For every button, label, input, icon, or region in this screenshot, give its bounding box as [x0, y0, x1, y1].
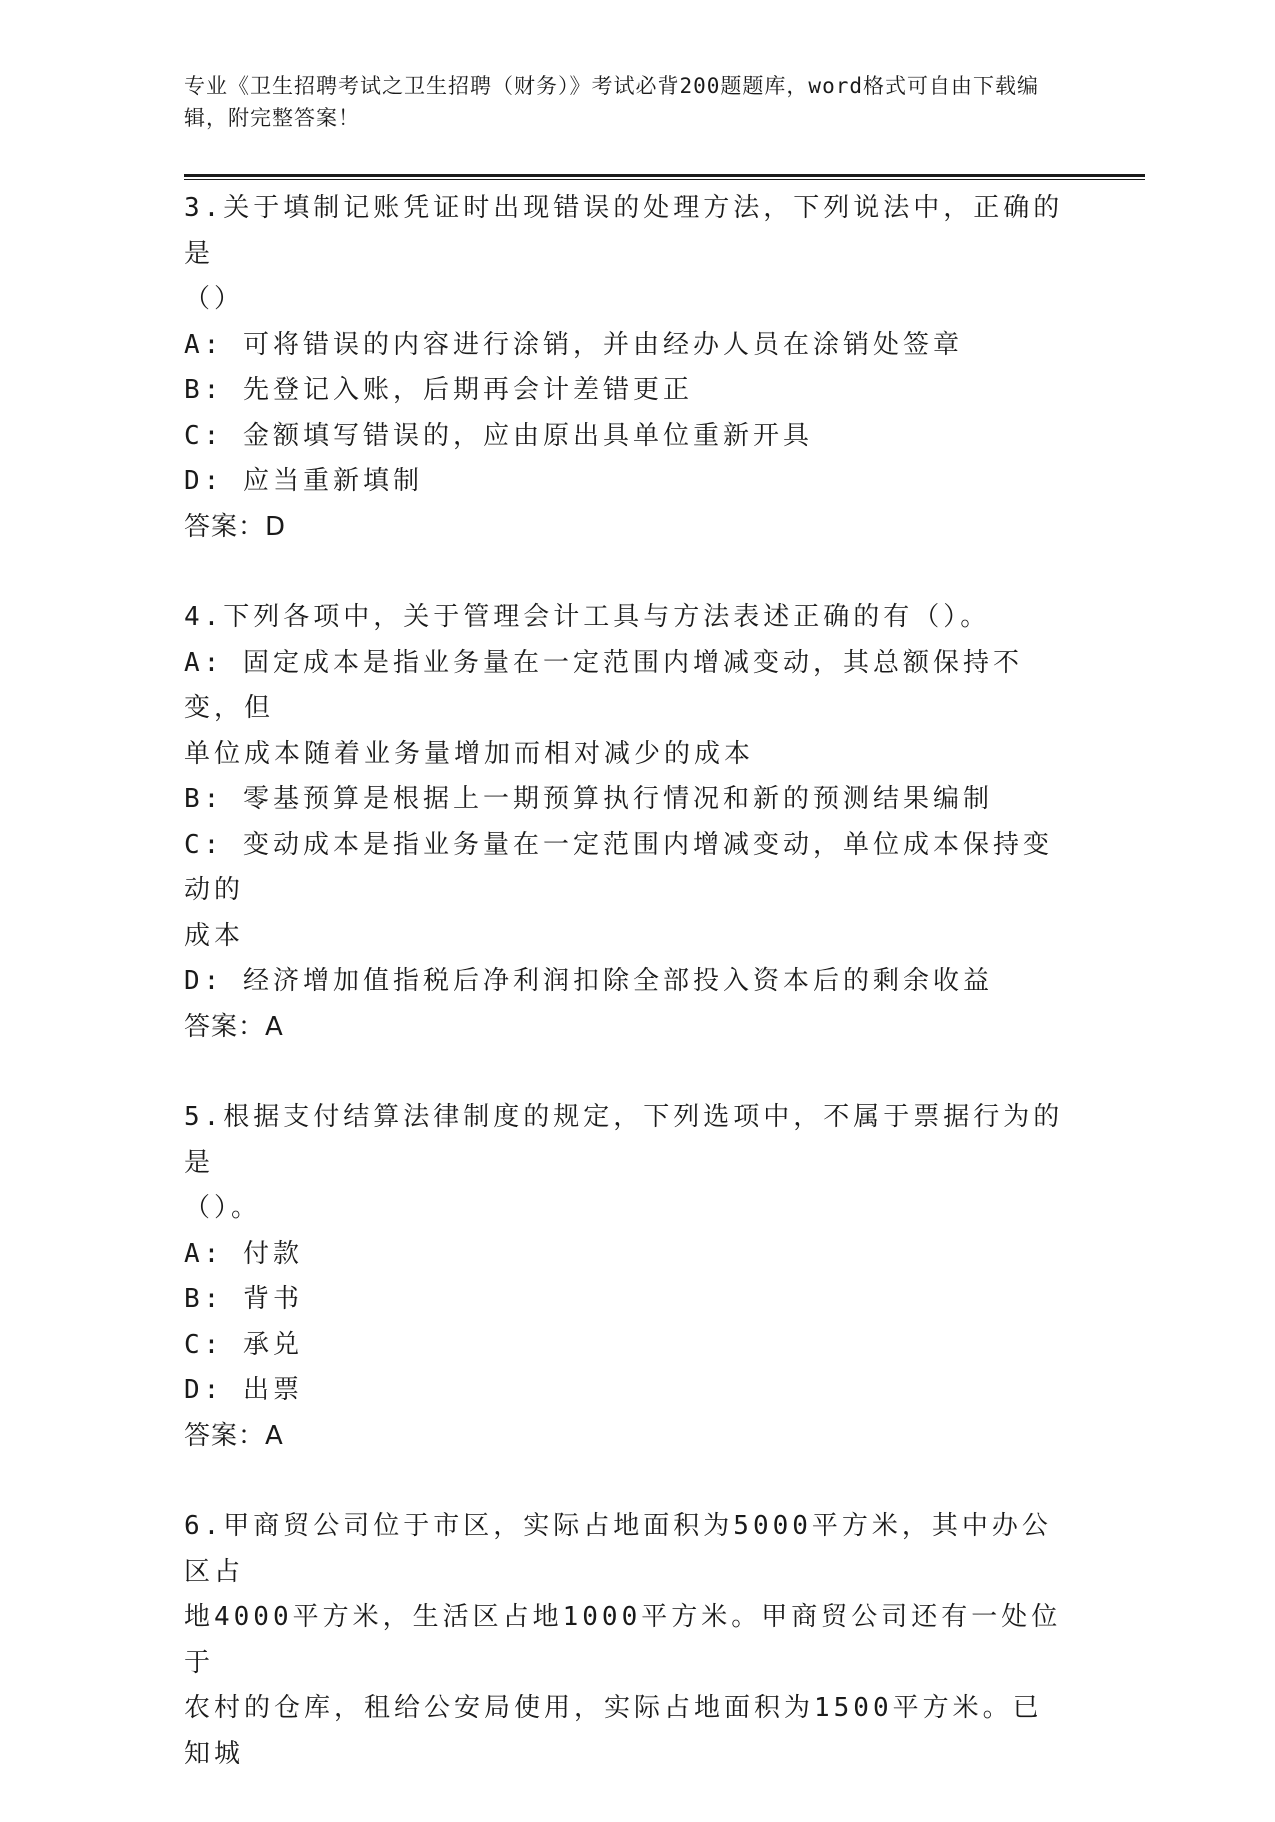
question-stem-cont: （） [184, 284, 245, 314]
answer-line: 答案：A [184, 1011, 284, 1042]
question-3 [184, 186, 1064, 550]
option-a: A: 可将错误的内容进行涂销，并由经办人员在涂销处签章 [184, 329, 963, 360]
header-divider-thin [184, 179, 1145, 180]
document-header: 专业《卫生招聘考试之卫生招聘（财务）》考试必背200题题库，word格式可自由下载编辑，附完整答案！ [184, 74, 1039, 130]
question-stem-cont: （）。 [184, 1193, 262, 1223]
question-stem: 4.下列各项中，关于管理会计工具与方法表述正确的有（）。 [184, 602, 991, 632]
question-stem-cont: 地4000平方米，生活区占地1000平方米。甲商贸公司还有一处位于 [184, 1602, 1062, 1678]
option-a: A: 付款 [184, 1238, 303, 1269]
option-a-cont: 单位成本随着业务量增加而相对减少的成本 [184, 738, 755, 769]
option-d: D: 出票 [184, 1375, 303, 1405]
question-6 [184, 1504, 1064, 1777]
question-5 [184, 1095, 1064, 1459]
option-c: C: 承兑 [184, 1329, 303, 1360]
option-d: D: 应当重新填制 [184, 466, 423, 496]
question-4 [184, 595, 1064, 1050]
option-b: B: 背书 [184, 1284, 303, 1314]
header-divider-thick [184, 174, 1145, 177]
option-b: B: 零基预算是根据上一期预算执行情况和新的预测结果编制 [184, 784, 993, 814]
answer-line: 答案：A [184, 1420, 284, 1451]
question-stem-cont: 农村的仓库，租给公安局使用，实际占地面积为1500平方米。已知城 [184, 1693, 1043, 1769]
option-c-cont: 成本 [184, 920, 245, 951]
option-a: A: 固定成本是指业务量在一定范围内增减变动，其总额保持不变，但 [184, 647, 1023, 723]
question-stem: 3.关于填制记账凭证时出现错误的处理方法，下列说法中，正确的是 [184, 193, 1064, 269]
option-c: C: 金额填写错误的，应由原出具单位重新开具 [184, 420, 813, 451]
option-d: D: 经济增加值指税后净利润扣除全部投入资本后的剩余收益 [184, 966, 993, 996]
option-b: B: 先登记入账，后期再会计差错更正 [184, 375, 693, 405]
question-stem: 6.甲商贸公司位于市区，实际占地面积为5000平方米，其中办公区占 [184, 1511, 1052, 1587]
answer-line: 答案：D [184, 511, 287, 542]
question-stem: 5.根据支付结算法律制度的规定，下列选项中，不属于票据行为的是 [184, 1102, 1064, 1178]
question-list [184, 186, 1064, 1822]
option-c: C: 变动成本是指业务量在一定范围内增减变动，单位成本保持变动的 [184, 829, 1053, 905]
